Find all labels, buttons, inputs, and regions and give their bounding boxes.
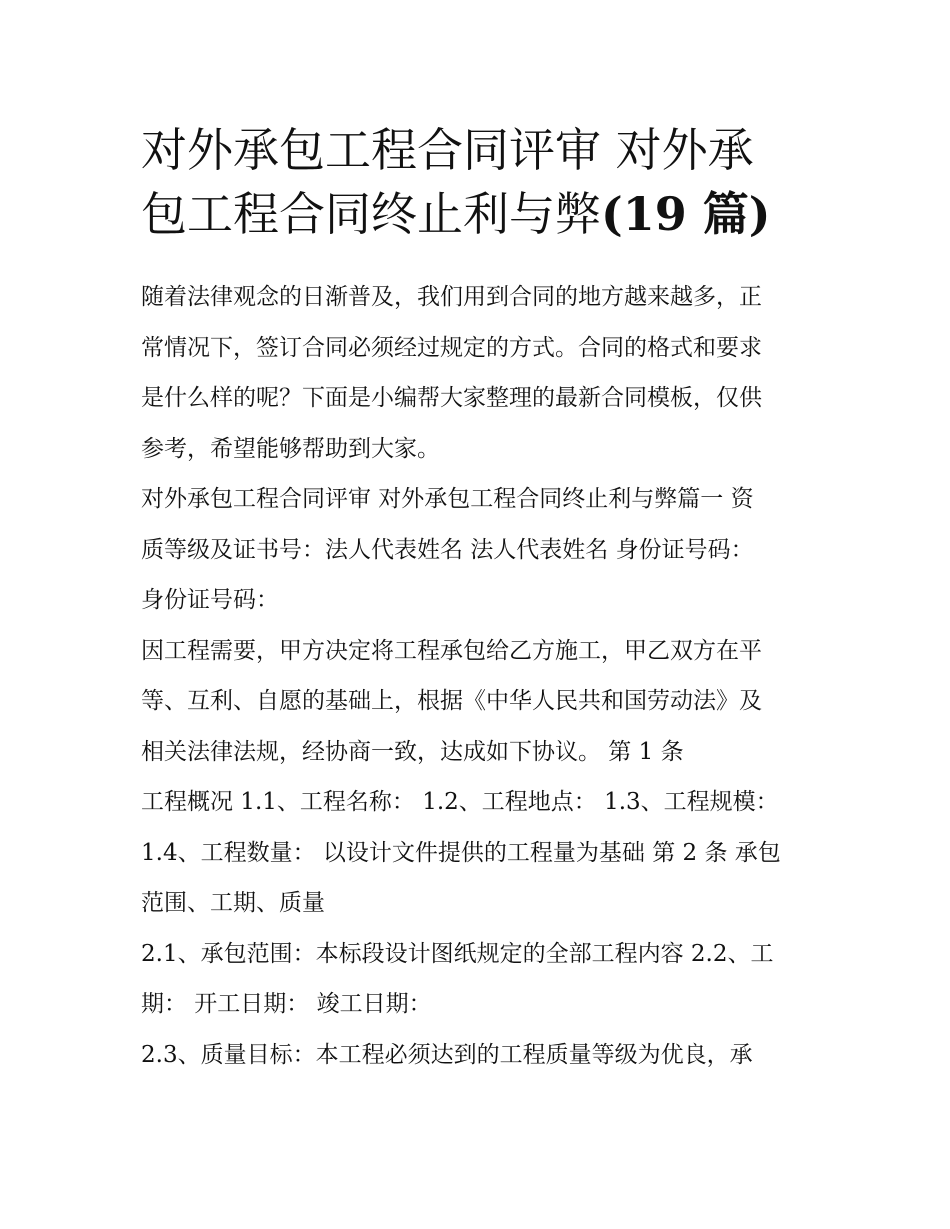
paragraph-line: 参考，希望能够帮助到大家。 [141, 435, 440, 462]
paragraph-line: 质等级及证书号：法人代表姓名 法人代表姓名 身份证号码： [141, 536, 754, 563]
paragraph-line: 因工程需要，甲方决定将工程承包给乙方施工，甲乙双方在平 [141, 637, 762, 664]
document-title [141, 118, 813, 246]
paragraph-scope [141, 929, 813, 1030]
paragraph-line: 等、互利、自愿的基础上，根据《中华人民共和国劳动法》及 [141, 688, 762, 714]
paragraph-line: 工程概况 1.1、工程名称： 1.2、工程地点： 1.3、工程规模： [141, 789, 779, 815]
paragraph-agreement [141, 626, 813, 778]
title-line-2 [141, 182, 813, 246]
paragraph-line: 相关法律法规，经协商一致，达成如下协议。 第 1 条 [141, 738, 684, 765]
paragraph-line: 对外承包工程合同评审 对外承包工程合同终止利与弊篇一 资 [141, 486, 754, 512]
title-line-1: 对外承包工程合同评审 对外承 [141, 123, 754, 177]
paragraph-line: 期： 开工日期： 竣工日期： [141, 991, 432, 1017]
paragraph-line: 2.3、质量目标：本工程必须达到的工程质量等级为优良，承 [141, 1041, 753, 1068]
paragraph-line: 常情况下，签订合同必须经过规定的方式。合同的格式和要求 [141, 334, 762, 361]
paragraph-project-overview [141, 777, 813, 929]
title-count: (19 篇) [601, 187, 771, 241]
paragraph-line: 范围、工期、质量 [141, 890, 325, 916]
paragraph-line: 身份证号码： [141, 587, 279, 613]
paragraph-line: 随着法律观念的日渐普及，我们用到合同的地方越来越多，正 [141, 284, 762, 310]
paragraph-intro [141, 272, 813, 474]
paragraph-quality [141, 1030, 813, 1081]
paragraph-line: 2.1、承包范围：本标段设计图纸规定的全部工程内容 2.2、工 [141, 940, 774, 967]
paragraph-section-1 [141, 474, 813, 626]
paragraph-line: 是什么样的呢？下面是小编帮大家整理的最新合同模板，仅供 [141, 385, 762, 411]
title-line-2-text: 包工程合同终止利与弊 [141, 187, 601, 241]
paragraph-line: 1.4、工程数量： 以设计文件提供的工程量为基础 第 2 条 承包 [141, 839, 781, 866]
document-page [141, 118, 813, 1080]
